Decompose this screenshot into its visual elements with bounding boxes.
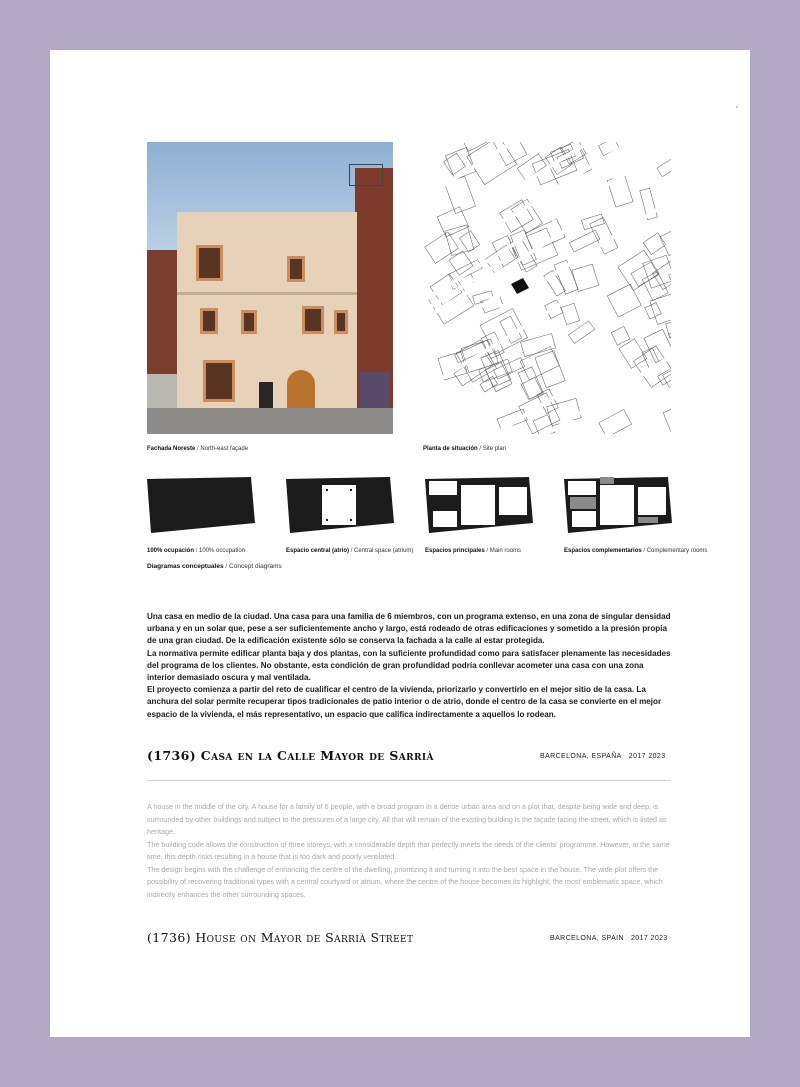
divider bbox=[147, 780, 671, 781]
site-plan-map bbox=[423, 142, 671, 434]
diagrams-heading: Diagramas conceptuales / Concept diagrams bbox=[147, 563, 282, 570]
diagram-caption-3: Espacios principales / Main rooms bbox=[425, 548, 522, 554]
english-location: BARCELONA, SPAIN 2017 2023 bbox=[550, 935, 668, 942]
english-title: (1736) House on Mayor de Sarrià Street bbox=[147, 930, 414, 945]
english-body bbox=[147, 801, 671, 901]
spanish-paragraph: La normativa permite edificar planta baja y dos plantas, con la suficiente profundidad como para satisfacer plenamente las necesidades del programa de los clientes. No obstante, esta condición de gran profundidad podría conllevar acometer una casa con una zona interior demasiado oscura y mal ventilada. bbox=[147, 648, 671, 683]
spanish-location: BARCELONA, ESPAÑA 2017 2023 bbox=[540, 753, 666, 760]
site-plan-caption: Planta de situación / Site plan bbox=[423, 446, 507, 452]
english-paragraph: A house in the middle of the city. A house for a family of 6 people, with a broad program in a dense urban area and on a plot that, despite being wide and deep, is surrounded by other buildings and subject to the pressures of a large city. All that will remain of the existing building is the façade facing the street, which is listed as heritage. bbox=[147, 802, 667, 836]
diagram-caption-4: Espacios complementarios / Complementary rooms bbox=[564, 548, 708, 554]
english-paragraph: The design begins with the challenge of enhancing the centre of the dwelling, prioritizing it and turning it into the best space in the house. The wide plot offers the possibility of recovering traditional types with a central courtyard or atrium, where the centre of the house becomes its highlight, the most emblematic space, which indirectly enhances the other surrounding spaces. bbox=[147, 864, 663, 899]
diagram-caption-2: Espacio central (atrio) / Central space (atrium) bbox=[286, 548, 414, 554]
spanish-title: (1736) Casa en la Calle Mayor de Sarrià bbox=[147, 748, 434, 763]
document-page bbox=[50, 50, 750, 1037]
diagram-caption-1: 100% ocupación / 100% occupation bbox=[147, 548, 246, 554]
spanish-paragraph: El proyecto comienza a partir del reto de cualificar el centro de la vivienda, priorizarlo y convertirlo en el mejor sitio de la casa. La anchura del solar permite recuperar tipos tradicionales de patio interior o de atrio, donde el centro de la casa se convierte en el mejor espacio de la vivienda, el más representativo, un espacio que califica indirectamente a aquellos lo rodean. bbox=[147, 685, 662, 719]
english-paragraph: The building code allows the construction of three storeys, with a considerable depth that perfectly meets the needs of the clients' programme. However, at the same time, this depth risks resulting in a house that is too dark and poorly ventilated. bbox=[147, 839, 670, 861]
spanish-paragraph: Una casa en medio de la ciudad. Una casa para una familia de 6 miembros, con un programa extenso, en una zona de singular densidad urbana y en un solar que, pese a ser suficientemente ancho y largo, está rodeado de otras edificaciones y sometido a la presión propia de una gran ciudad. De la edificación existente sólo se conserva la fachada a la calle al estar protegida. bbox=[147, 612, 671, 646]
diagram-complementary bbox=[564, 477, 672, 533]
diagram-atrium bbox=[286, 477, 394, 533]
facade-caption: Fachada Noreste / North-east façade bbox=[147, 446, 249, 452]
page-mark bbox=[736, 106, 738, 108]
spanish-body bbox=[147, 611, 671, 721]
facade-photo bbox=[147, 142, 393, 434]
diagram-main-rooms bbox=[425, 477, 533, 533]
diagram-occupation bbox=[147, 477, 255, 533]
